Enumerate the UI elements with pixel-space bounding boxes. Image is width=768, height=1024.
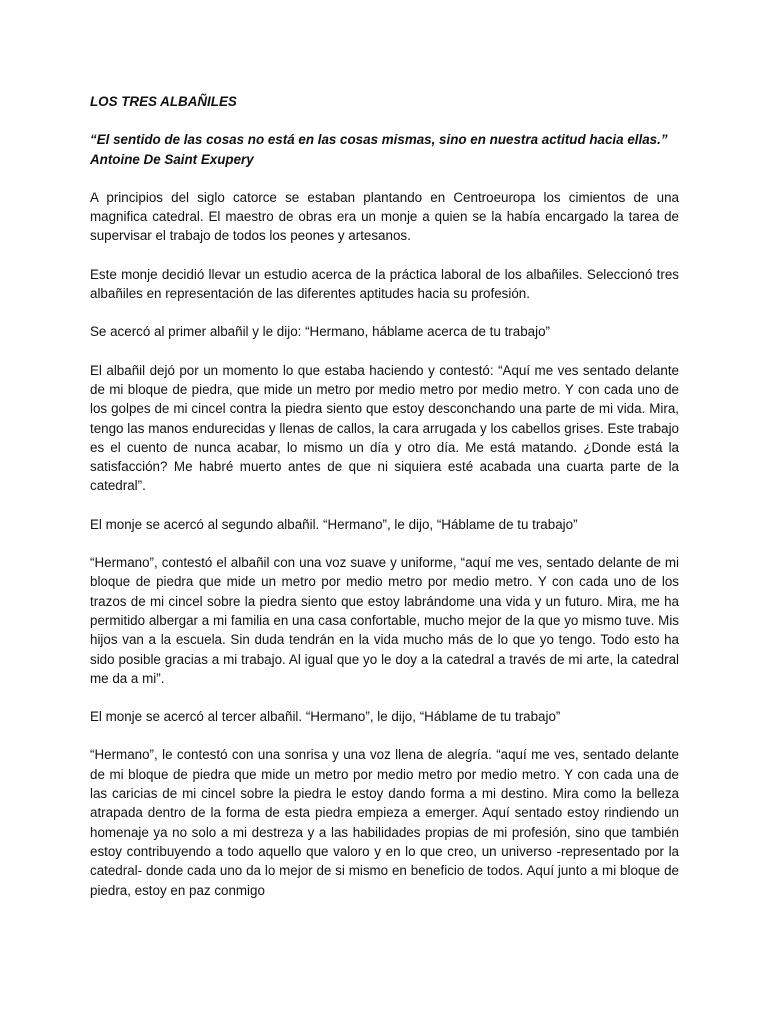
paragraph-third-answer: “Hermano”, le contestó con una sonrisa y una voz llena de alegría. “aquí me ves, sentado delante de mi bloque de piedra que mide un metro por medio metro por medio metro. Y con cada una de las caricias de mi cincel sobre la piedra le estoy dando forma a mi destino. Mira como la belleza atrapada dentro de la forma de esta piedra empieza a emerger. Aquí sentado estoy rindiendo un homenaje ya no solo a mi destreza y a las habilidades propias de mi profesión, sino que también estoy contribuyendo a todo aquello que valoro y en lo que creo, un universo -representado por la catedral- donde cada uno da lo mejor de si mismo en beneficio de todos. Aquí junto a mi bloque de piedra, estoy en paz conmigo (90, 747, 679, 898)
epigraph-quote: “El sentido de las cosas no está en las cosas mismas, sino en nuestra actitud hacia ellas.” (90, 132, 668, 148)
paragraph-first-answer: El albañil dejó por un momento lo que estaba haciendo y contestó: “Aquí me ves sentado delante de mi bloque de piedra, que mide un metro por medio metro por medio metro. Y con cada uno de los golpes de mi cincel contra la piedra siento que estoy desconchando una parte de mi vida. Mira, tengo las manos endurecidas y llenas de callos, la cara arrugada y los cabellos grises. Este trabajo es el cuento de nunca acabar, lo mismo un día y otro día. Me está matando. ¿Donde está la satisfacción? Me habré muerto antes de que ni siquiera esté acabada una cuarta parte de la catedral”. (90, 362, 679, 494)
document-title: LOS TRES ALBAÑILES (90, 94, 237, 109)
paragraph-second-question: El monje se acercó al segundo albañil. “Hermano”, le dijo, “Háblame de tu trabajo” (90, 516, 578, 532)
paragraph-intro: A principios del siglo catorce se estaban plantando en Centroeuropa los cimientos de una magnifica catedral. El maestro de obras era un monje a quien se la había encargado la tarea de supervisar el trabajo de todos los peones y artesanos. (90, 189, 679, 244)
paragraph-study: Este monje decidió llevar un estudio acerca de la práctica laboral de los albañiles. Seleccionó tres albañiles en representación de las diferentes aptitudes hacia su profesión. (90, 266, 679, 302)
epigraph-author: Antoine De Saint Exupery (90, 151, 254, 167)
document-body (90, 92, 679, 900)
paragraph-first-question: Se acercó al primer albañil y le dijo: “Hermano, háblame acerca de tu trabajo” (90, 324, 550, 340)
paragraph-second-answer: “Hermano”, contestó el albañil con una voz suave y uniforme, “aquí me ves, sentado delante de mi bloque de piedra que mide un metro por medio metro por medio metro. Y con cada uno de los trazos de mi cincel sobre la piedra siento que estoy labrándome una vida y un futuro. Mira, me ha permitido albergar a mi familia en una casa confortable, mucho mejor de la que yo mismo tuve. Mis hijos van a la escuela. Sin duda tendrán en la vida mucho más de lo que yo tengo. Todo esto ha sido posible gracias a mi trabajo. Al igual que yo le doy a la catedral a través de mi arte, la catedral me da a mi”. (90, 555, 679, 686)
paragraph-third-question: El monje se acercó al tercer albañil. “Hermano”, le dijo, “Háblame de tu trabajo” (90, 709, 561, 725)
